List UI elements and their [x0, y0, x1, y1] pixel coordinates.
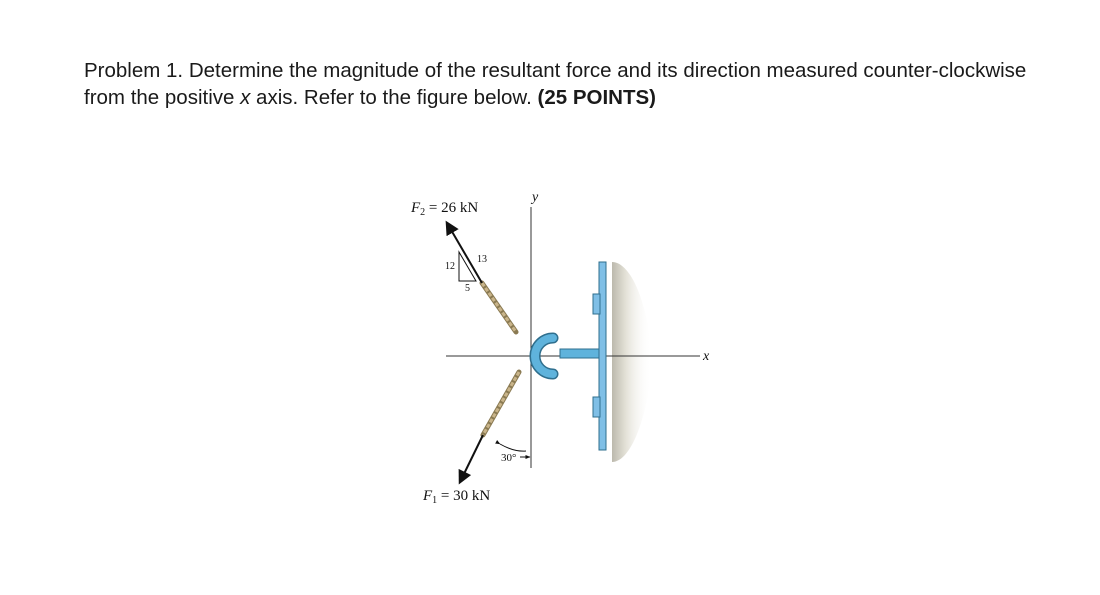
- x-axis-label: x: [703, 349, 710, 364]
- angle-arc: [500, 444, 526, 451]
- slope-horizontal-label: 5: [465, 283, 470, 294]
- problem-points: (25 POINTS): [537, 86, 656, 109]
- y-axis-label: y: [532, 190, 539, 205]
- wall: [612, 262, 652, 462]
- problem-variable-x: x: [240, 86, 251, 109]
- bolt-head-top: [593, 294, 600, 314]
- mount-plate: [599, 262, 606, 450]
- f1-label: $F_1 = 30$ kN: [423, 488, 491, 506]
- slope-vertical-label: 12: [445, 261, 455, 272]
- angle-label: 30°: [501, 452, 517, 464]
- f1-arrow: [460, 435, 483, 482]
- f2-arrow: [447, 223, 482, 283]
- slope-hyp-label: 13: [477, 254, 487, 265]
- problem-text-start: Problem 1. Determine the magnitude of the resultant force and its direction measured counter-clockwise from the positive: [84, 59, 1027, 109]
- f2-label: $F_2 = 26$ kN: [411, 200, 479, 218]
- bolt-head-bottom: [593, 397, 600, 417]
- hook-shank: [560, 349, 600, 358]
- problem-text-end: axis. Refer to the figure below.: [250, 86, 538, 109]
